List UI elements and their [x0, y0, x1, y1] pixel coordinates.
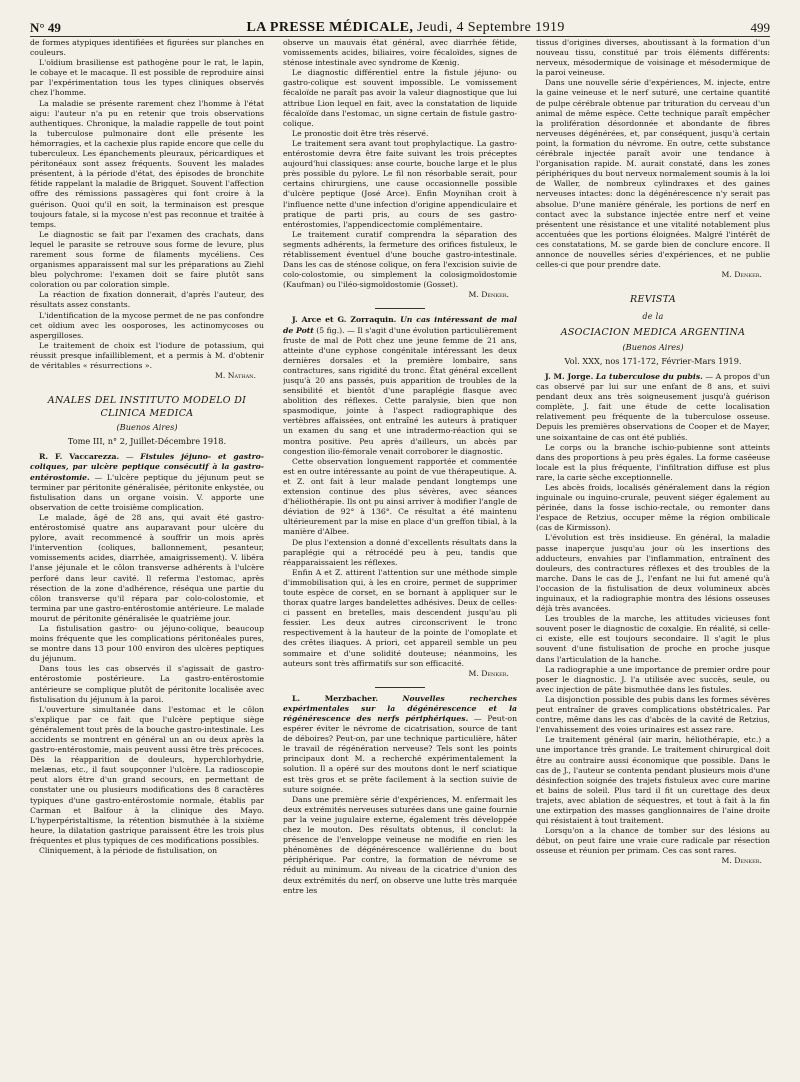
article-lead: L. Merzbacher. Nouvelles recherches expérimentales sur la dégénérescence et la régénérescence des nerfs périphériques. — Peut-on espérer éviter le névrome de cicatrisation, source de tant de déboires? Peut-on, par une technique particulière, hâter le travail de régénération nerveuse? Tels sont les points principaux dont M. a recherché expérimentalement la solution. Il a opéré sur des moutons dont le nerf sciatique est très gros et se prête facilement à la section suivie de suture soignée. — [283, 693, 517, 794]
issue-date: Jeudi, 4 Septembre 1919 — [417, 20, 565, 35]
article-author: J. Arce et G. Zorraquin. — [292, 315, 397, 325]
paragraph: Le traitement général (air marin, héliothérapie, etc.) a une importance très grande. Le traitement chirurgical doit être au contraire aussi économique que possible. Dans le cas de J., l'auteur se contenta pendant plusieurs mois d'une désinfection soignée des trajets fistuleux avec cure marine et bains de soleil. Plus tard il fit un curettage des deux trajets, avec ablation de séquestres, et tout à fait à la fin une extirpation des masses ganglionnaires de l'aine droite qui résistaient à tout traitement. — [536, 735, 770, 826]
page-number: 499 — [750, 20, 770, 35]
page-header — [30, 12, 770, 37]
section-subtitle: (Buenos Aires) — [622, 341, 684, 352]
paragraph: Le pronostic doit être très réservé. — [292, 128, 429, 138]
article-author: R. F. Vaccarezza. — [39, 452, 120, 462]
issue-number: N° 49 — [30, 20, 61, 35]
signature: M. Denker. — [468, 668, 509, 678]
paragraph: Enfin A et Z. attirent l'attention sur une méthode simple d'immobilisation qui, à les en croire, permet de supprimer toute espèce de corset, en se bornant à appliquer sur le thorax quatre larges bandelettes adhésives. Deux de celles-ci passent en bretelles, mais descendent jusqu'au pli fessier. Les deux autres circonscrivent le tronc respectivement à la hauteur de la pointe de l'omoplate et des crêtes iliaques. A priori, cet appareil semble un peu sommaire et d'une solidité douteuse; néanmoins, les auteurs sont très affirmatifs sur son efficacité. — [283, 567, 517, 668]
signature: M. Denker. — [468, 290, 509, 300]
signature: M. Nathan. — [215, 371, 256, 381]
article-text: Il s'agit d'une évolution particulièrement fruste de mal de Pott chez une jeune femme de 21 ans, atteinte d'une cyphose congénitale intéressant les deux dernières dorsales et la première lombaire, sans contractures, sans rigidité du tronc. État général excellent jusqu'à 20 ans passés, puis apparition de troubles de la sensibilité et bientôt d'une paraplégie flasque avec abolition des réflexes. Cette paralysie, bien que non spasmodique, jointe à l'aspect radiographique des vertèbres affaissées, ont entraîné les auteurs à pratiquer un examen du sang et une intradermo-réaction qui se montra positive. Peu après d'ailleurs, un abcès par congestion ilio-fémorale venait corroborer le diagnostic. — [283, 325, 517, 456]
running-title — [247, 20, 565, 36]
article-text: L'ulcère peptique du jéjunum peut se terminer par péritonite généralisée, péritonite enkystée, ou fistulisation dans un organe voisin. V. apporte une observation de cette troisième complication. — [30, 472, 264, 512]
column-2 — [283, 38, 517, 1068]
paragraph: L'oïdium brasiliense est pathogène pour le rat, le lapin, le cobaye et le macaque. Il est possible de reproduire ainsi par l'expérimentation tous les types cliniques observés chez l'homme. — [30, 58, 264, 98]
section-title: REVISTA — [630, 294, 676, 306]
paragraph: La maladie se présente rarement chez l'homme à l'état aigu: l'auteur n'a pu en retenir que trois observations authentiques. Chronique, la maladie rappelle de tout point la tuberculose pulmonaire dont elle présente les hémorragies, et la cachexie plus rapide encore que celle du tuberculeux. Les épanchements pleuraux, péricardiques et péritonéaux sont assez fréquents. Souvent les malades présentent, à la période d'état, des épisodes de bronchite fétide rappelant la maladie de Brigquet. Souvent l'affection offre des rémissions passagères qui font croire à la guérison. Quoi qu'il en soit, la terminaison est presque toujours fatale, si la mycose n'est pas reconnue et traitée à temps. — [30, 98, 264, 229]
paragraph: Dans une première série d'expériences, M. enfermait les deux extrémités nerveuses suturées dans une gaine fournie par la veine jugulaire externe, également très développée chez le mouton. Des résultats obtenus, il conclut: la présence de l'enveloppe veineuse ne modifie en rien les phénomènes de dégénérescence wallérienne du bout périphérique. Par contre, la formation de névrome se réduit au minimum. Au niveau de la cicatrice d'union des deux extrémités du nerf, on observe une lutte très marquée entre les — [283, 794, 517, 895]
paragraph: La fistulisation gastro- ou jéjuno-colique, beaucoup moins fréquente que les complications péritonéales pures, se montre dans 13 pour 100 environ des ulcères peptiques du jéjunum. — [30, 623, 264, 664]
paragraph: Le traitement de choix est l'iodure de potassium, qui réussit presque infailliblement, et a permis à M. d'obtenir de véritables « résurrections ». — [30, 340, 264, 370]
paragraph: Les troubles de la marche, les attitudes vicieuses font souvent poser le diagnostic de coxalgie. En réalité, si celle-ci existe, elle est toujours secondaire. Il s'agit le plus souvent d'une fistulisation de proche en proche jusque dans l'articulation de la hanche. — [536, 614, 770, 664]
paragraph: La disjonction possible des pubis dans les formes sévères peut entraîner de graves complications obstétricales. Par contre, même dans les cas d'abcès de la cavité de Retzius, l'envahissement des voies urinaires est assez rare. — [536, 694, 770, 735]
section-title: ANALES DEL INSTITUTO MODELO DI CLINICA MEDICA — [47, 395, 247, 419]
section-title: de la — [642, 311, 664, 321]
paragraph: tissus d'origines diverses, aboutissant à la formation d'un nouveau tissu, constitué par trois éléments différents: nerveux, mésodermique de voisinage et mésodermique de la paroi veineuse. — [536, 38, 770, 78]
article-lead: J. Arce et G. Zorraquin. Un cas intéressant de mal de Pott (5 fig.). — Il s'agit d'une évolution particulièrement fruste de mal de Pott chez une jeune femme de 21 ans, atteinte d'une cyphose congénitale intéressant les deux dernières dorsales et la première lombaire, sans contractures, sans rigidité du tronc. État général excellent jusqu'à 20 ans passés, puis apparition de troubles de la sensibilité et bientôt d'une paraplégie flasque avec abolition des réflexes. Cette paralysie, bien que non spasmodique, jointe à l'aspect radiographique des vertèbres affaissées, ont entraîné les auteurs à pratiquer un examen du sang et une intradermo-réaction qui se montra positive. Peu après d'ailleurs, un abcès par congestion ilio-fémorale venait corroborer le diagnostic. — [283, 315, 517, 456]
volume-line: Tome III, n° 2, Juillet-Décembre 1918. — [67, 436, 227, 447]
paragraph: Le traitement curatif comprendra la séparation des segments adhérents, la fermeture des orifices fistuleux, le rétablissement éventuel d'une bouche gastro-intestinale. Dans les cas de sténose colique, on fera l'excision suivie de colo-colostomie, ou simplement la colosigmoïdostomie (Kaufman) ou l'iléo-sigmoïdostomie (Gosset). — [283, 229, 517, 290]
signature: M. Denker. — [721, 856, 762, 866]
paragraph: Cette observation longuement rapportée et commentée est en outre intéressante au point de vue thérapeutique. A. et Z. ont fait à leur malade pendant longtemps une extension continue des plus sévères, avec séances d'héliothérapie. Ils ont pu ainsi arriver à modifier l'angle de déviation de 92° à 136°. Ce résultat a été maintenu ultérieurement par la mise en place d'un greffon tibial, à la manière d'Albee. — [283, 456, 517, 537]
article-title: Fistules jéjuno- et gastro-coliques, par ulcère peptique consécutif à la gastro-entérostomie. — [30, 452, 264, 482]
paragraph: L'identification de la mycose permet de ne pas confondre cet oïdium avec les oosporoses, les actinomycoses ou aspergilloses. — [30, 310, 264, 340]
paragraph: Le diagnostic se fait par l'examen des crachats, dans lequel le parasite se retrouve sous forme de levure, plus rarement sous forme de filaments mycéliens. Ces organismes apparaissent mal sur les préparations au Ziehl bleu polychrome: l'examen doit se faire plutôt sans coloration ou par coloration simple. — [30, 229, 264, 290]
paragraph: La radiographie a une importance de premier ordre pour poser le diagnostic. J. l'a utilisée avec succès, seule, ou avec injection de pâte bismuthée dans les fistules. — [536, 664, 770, 694]
article-title: La tuberculose du pubis. — [595, 371, 703, 381]
signature: M. Denker. — [721, 270, 762, 280]
column-1 — [30, 38, 264, 1068]
paragraph: observe un mauvais état général, avec diarrhée fétide, vomissements acides, biliaires, voire fécaloïdes, signes de sténose intestinale avec syndrome de Kœnig. — [283, 38, 517, 68]
paragraph: Le traitement sera avant tout prophylactique. La gastro-entérostomie devra être faite suivant les trois préceptes aujourd'hui classiques: anse courte, bouche large et le plus près possible du pylore. Le fil non résorbable serait, pour certains chirurgiens, une cause occasionnelle possible d'ulcère peptique (José Arce). Enfin Moynihan croit à l'influence nette d'une infection d'origine appendiculaire et pratique de parti pris, au cours de ses gastro-entérostomies, l'appendicectomie complémentaire. — [283, 138, 517, 229]
paragraph: Le malade, âgé de 28 ans, qui avait été gastro-entérostomisé quatre ans auparavant pour ulcère du pylore, avait recommencé à souffrir un mois après l'intervention (coliques, ballonnement, pesanteur, vomissements acides, diarrhée, amaigrissement). V. libéra l'anse jéjunale et le côlon transverse adhérents à l'ulcère perforé dans leur cavité. Il referma l'estomac, après résection de la zone d'adhérence, réséqua une partie du côlon transverse qu'il répara par colo-colostomie, et termina par une gastro-entérostomie antérieure. Le malade mourut de péritonite généralisée le quatrième jour. — [30, 512, 264, 623]
section-subtitle: (Buenos Aires) — [116, 422, 178, 433]
paragraph: De plus l'extension a donné d'excellents résultats dans la paraplégie qui a rétrocédé peu à peu, tandis que réapparaissaient les réflexes. — [283, 537, 517, 567]
article-title: Un cas intéressant de mal de Pott — [283, 315, 517, 335]
paragraph: Le corps ou la branche ischio-pubienne sont atteints dans des proportions à peu près égales. La forme caséeuse locale est la plus fréquente, l'infiltration diffuse est plus rare, la carie sèche exceptionnelle. — [536, 442, 770, 482]
column-3 — [536, 38, 770, 1068]
paragraph: Les abcès froids, localisés généralement dans la région inguinale ou inguino-crurale, peuvent siéger également au périnée, dans la fosse ischio-rectale, ou remonter dans l'espace de Retzius, occuper même la région ombilicale (cas de Kirmisson). — [536, 482, 770, 533]
paragraph: L'ouverture simultanée dans l'estomac et le côlon s'explique par ce fait que l'ulcère peptique siège généralement tout près de la bouche gastro-intestinale. Les accidents se montrent en général un an ou deux après la gastro-entérostomie, mais peuvent aussi être très précoces. Dès la réapparition de douleurs, hyperchlorhydrie, melænas, etc., il faut soupçonner l'ulcère. La radioscopie peut alors être d'un grand secours, en permettant de constater une ou plusieurs modifications des 8 caractères typiques d'une gastro-entérostomie normale, établis par Carman et Balfour à la clinique des Mayo. L'hyperpéristaltisme, la rétention bismuthée à la sixième heure, la dilatation gastrique paraissent être les trois plus fréquentes et plus typiques de ces modifications possibles. — [30, 704, 264, 845]
divider — [375, 308, 425, 309]
volume-line: Vol. XXX, nos 171-172, Février-Mars 1919. — [564, 355, 742, 366]
article-author: L. Merzbacher. — [292, 693, 379, 703]
paragraph: La réaction de fixation donnerait, d'après l'auteur, des résultats assez constants. — [30, 290, 264, 310]
divider — [375, 687, 425, 688]
paragraph: de formes atypiques identifiées et figurées sur planches en couleurs. — [30, 38, 264, 58]
article-title: Nouvelles recherches expérimentales sur la dégénérescence et la régénérescence des nerfs périphériques. — [283, 693, 517, 723]
article-lead: R. F. Vaccarezza. — Fistules jéjuno- et gastro-coliques, par ulcère peptique consécutif à la gastro-entérostomie. — L'ulcère peptique du jéjunum peut se terminer par péritonite généralisée, péritonite enkystée, ou fistulisation dans un organe voisin. V. apporte une observation de cette troisième complication. — [30, 452, 264, 512]
paragraph: Cliniquement, à la période de fistulisation, on — [39, 846, 218, 856]
section-title: ASOCIACION MEDICA ARGENTINA — [560, 327, 746, 339]
article-author: J. M. Jorge. — [545, 371, 594, 381]
paragraph: Lorsqu'on a la chance de tomber sur des lésions au début, on peut faire une vraie cure radicale par résection osseuse et réunion per primam. Ces cas sont rares. — [536, 826, 770, 856]
paragraph: Dans tous les cas observés il s'agissait de gastro-entérostomie postérieure. La gastro-entérostomie antérieure se complique plutôt de péritonite localisée avec fistulisation du jéjunum à la paroi. — [30, 664, 264, 704]
journal-name: LA PRESSE MÉDICALE, — [246, 20, 414, 35]
paragraph: Le diagnostic différentiel entre la fistule jéjuno- ou gastro-colique est souvent impossible. Le vomissement fécaloïde ne paraît pas avoir la valeur diagnostique que lui attribue Lion lequel en fait, avec la constatation de liquide fécaloïde dans l'estomac, un signe certain de fistule gastro-colique. — [283, 68, 517, 128]
paragraph: L'évolution est très insidieuse. En général, la maladie passe inaperçue jusqu'au jour où les insertions des adducteurs, envahies par l'inflammation, entraînent des douleurs, des contractures réflexes et des troubles de la marche. Dans le cas de J., l'enfant ne lui fut amené qu'à l'occasion de la fistulisation de deux volumineux abcès inguinaux, et la radiographie montra des lésions osseuses déjà très avancées. — [536, 533, 770, 614]
article-lead: J. M. Jorge. La tuberculose du pubis. — A propos d'un cas observé par lui sur une enfant de 8 ans, et suivi pendant deux ans très soigneusement jusqu'à guérison complète, J. fait une étude de cette localisation relativement peu fréquente de la tuberculose osseuse. Depuis les premières observations de Cooper et de Mayer, une soixantaine de cas ont été publiés. — [536, 371, 770, 442]
paragraph: Dans une nouvelle série d'expériences, M. injecte, entre la gaine veineuse et le nerf suturé, une certaine quantité de pulpe cérébrale obtenue par trituration du cerveau d'un animal de même espèce. Cette technique paraît empêcher la prolifération désordonnée et abondante de fibres nerveuses dégénérées, et, par conséquent, jusqu'à certain point, la formation du névrome. En outre, cette substance cérébrale injectée paraît avoir une tendance à l'organisation rapide. M. aurait constaté, dans les zones périphériques du bout nerveux normalement soumis à la loi de Waller, de nombreux cylindraxes et des gaines nerveuses intactes: donc la dégénérescence n'y serait pas absolue. D'une manière générale, les portions de nerf en contact avec la substance injectée entre nerf et veine présentent une résistance et une vitalité notablement plus accentuées que les portions éloignées. Malgré l'intérêt de ces constatations, M. se garde bien de conclure encore. Il annonce de nouvelles séries d'expériences, et ne publie celles-ci que pour prendre date. — [536, 78, 770, 270]
figure-count: (5 fig.). — [316, 325, 345, 335]
article-text: A propos d'un cas observé par lui sur une enfant de 8 ans, et suivi pendant deux ans très soigneusement jusqu'à guérison complète, J. fait une étude de cette localisation relativement peu fréquente de la tuberculose osseuse. Depuis les premières observations de Cooper et de Mayer, une soixantaine de cas ont été publiés. — [536, 371, 770, 442]
article-text: Peut-on espérer éviter le névrome de cicatrisation, source de tant de déboires? Peut-on, par une technique particulière, hâter le travail de régénération nerveuse? Tels sont les points principaux dont M. a recherché expérimentalement la solution. Il a opéré sur des moutons dont le nerf sciatique est très gros et se prête facilement à la section suivie de suture soignée. — [283, 714, 517, 794]
